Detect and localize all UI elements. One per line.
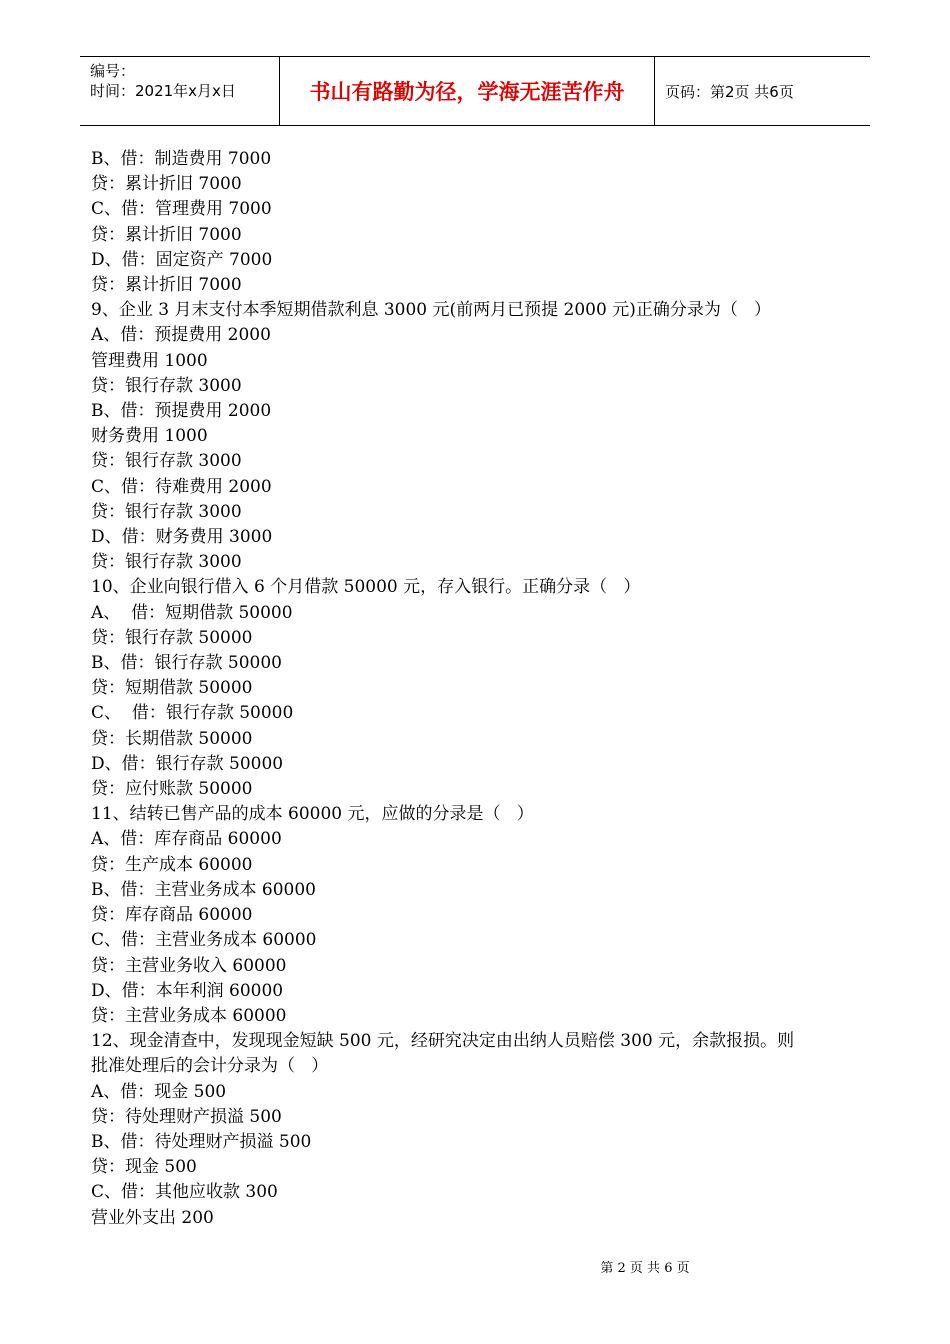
text-line: 贷：银行存款 3000 <box>91 552 242 573</box>
text-line: 贷：生产成本 60000 <box>91 854 253 875</box>
text-line: 9、企业 3 月末支付本季短期借款利息 3000 元(前两月已预提 2000 元)正确分录为（ ） <box>91 300 772 321</box>
text-line: B、借：主营业务成本 60000 <box>91 879 316 900</box>
text-line: A、借：库存商品 60000 <box>91 829 282 850</box>
text-line: 贷：银行存款 50000 <box>91 627 253 648</box>
text-line: 营业外支出 200 <box>91 1207 214 1228</box>
page-info: 页码：第2页 共6页 <box>665 82 794 101</box>
text-line: A、 借：短期借款 50000 <box>91 602 293 623</box>
text-line: D、借：财务费用 3000 <box>91 527 273 548</box>
header-meta <box>80 57 280 125</box>
text-line: 贷：银行存款 3000 <box>91 501 242 522</box>
text-line: 贷：累计折旧 7000 <box>91 224 242 245</box>
text-line: C、借：主营业务成本 60000 <box>91 930 317 951</box>
text-line: 10、企业向银行借入 6 个月借款 50000 元，存入银行。正确分录（ ） <box>91 577 641 598</box>
text-line: 贷：银行存款 3000 <box>91 451 242 472</box>
text-line: 贷：主营业务收入 60000 <box>91 955 287 976</box>
text-line: 贷：短期借款 50000 <box>91 678 253 699</box>
text-line: D、借：本年利润 60000 <box>91 980 284 1001</box>
text-line: B、借：银行存款 50000 <box>91 653 282 674</box>
number-label: 编号： <box>90 62 136 80</box>
text-line: A、借：现金 500 <box>91 1081 227 1102</box>
page-header <box>80 56 870 126</box>
text-line: 批准处理后的会计分录为（ ） <box>91 1056 329 1077</box>
text-line: 贷：累计折旧 7000 <box>91 275 242 296</box>
document-body <box>91 147 871 1231</box>
text-line: 贷：应付账款 50000 <box>91 779 253 800</box>
text-line: B、借：预提费用 2000 <box>91 401 272 422</box>
text-line: 贷：银行存款 3000 <box>91 375 242 396</box>
text-line: 贷：累计折旧 7000 <box>91 174 242 195</box>
page-footer: 第 2 页 共 6 页 <box>600 1261 690 1276</box>
text-line: C、借：其他应收款 300 <box>91 1182 278 1203</box>
text-line: D、借：银行存款 50000 <box>91 753 284 774</box>
text-line: C、 借：银行存款 50000 <box>91 703 294 724</box>
text-line: 贷：现金 500 <box>91 1157 197 1178</box>
text-line: D、借：固定资产 7000 <box>91 249 273 270</box>
text-line: 贷：长期借款 50000 <box>91 728 253 749</box>
time-label: 时间：2021年x月x日 <box>90 82 236 100</box>
text-line: 贷：待处理财产损溢 500 <box>91 1106 282 1127</box>
text-line: 财务费用 1000 <box>91 426 208 447</box>
text-line: B、借：制造费用 7000 <box>91 149 272 169</box>
text-line: C、借：待难费用 2000 <box>91 476 272 497</box>
text-line: C、借：管理费用 7000 <box>91 199 272 220</box>
text-line: 管理费用 1000 <box>91 350 208 371</box>
text-line: 11、结转已售产品的成本 60000 元，应做的分录是（ ） <box>91 804 534 825</box>
text-line: A、借：预提费用 2000 <box>91 325 271 346</box>
text-line: B、借：待处理财产损溢 500 <box>91 1131 312 1152</box>
motto: 书山有路勤为径，学海无涯苦作舟 <box>280 57 655 125</box>
text-line: 12、现金清查中，发现现金短缺 500 元，经研究决定由出纳人员赔偿 300 元，余款报损。则 <box>91 1031 795 1052</box>
text-line: 贷：库存商品 60000 <box>91 905 253 926</box>
text-line: 贷：主营业务成本 60000 <box>91 1005 287 1026</box>
